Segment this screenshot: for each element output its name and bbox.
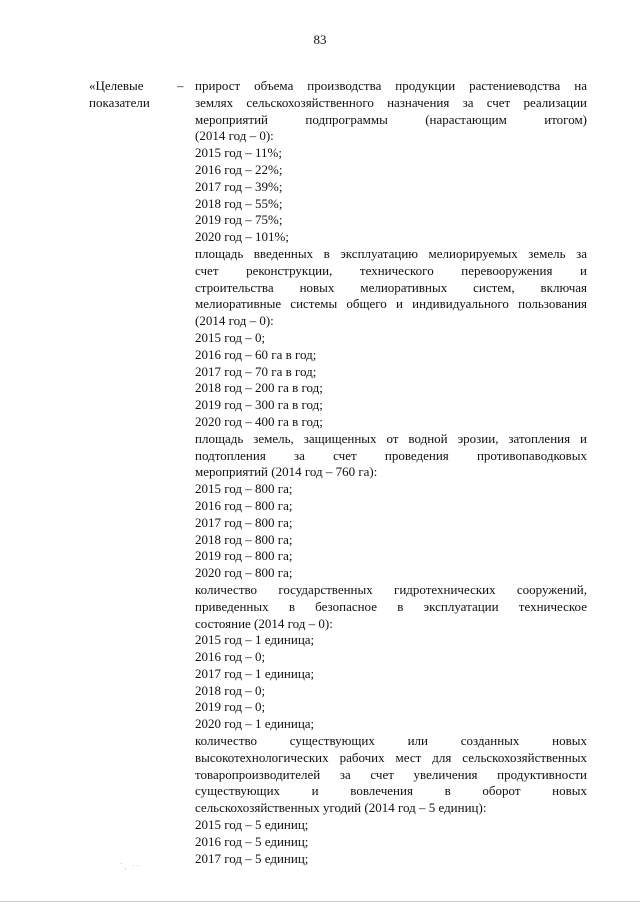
s3-value: 2020 год – 800 га; (195, 565, 293, 581)
s2-value: 2019 год – 300 га в год; (195, 397, 323, 413)
s3-intro-line: площадь земель, защищенных от водной эрозии, затопления и (195, 430, 587, 446)
s5-intro-line: сельскохозяйственных угодий (2014 год – 5 единиц): (195, 800, 487, 816)
s4-value: 2016 год – 0; (195, 649, 266, 665)
s4-intro-line: количество государственных гидротехнических сооружений, (195, 581, 587, 597)
s3-intro-line: мероприятий (2014 год – 760 га): (195, 464, 378, 480)
s1-value: 2018 год – 55%; (195, 195, 283, 211)
s3-value: 2017 год – 800 га; (195, 514, 293, 530)
page-bottom-rule (0, 901, 640, 902)
s2-intro-line: площадь введенных в эксплуатацию мелиорируемых земель за (195, 245, 587, 261)
s2-value: 2020 год – 400 га в год; (195, 413, 323, 429)
s4-value: 2017 год – 1 единица; (195, 665, 315, 681)
s5-value: 2016 год – 5 единиц; (195, 833, 309, 849)
s4-value: 2020 год – 1 единица; (195, 716, 315, 732)
s2-intro-line: (2014 год – 0): (195, 313, 274, 329)
page-number: 83 (313, 32, 327, 47)
s5-value: 2015 год – 5 единиц; (195, 817, 309, 833)
s1-value: 2019 год – 75%; (195, 212, 283, 228)
s1-intro-line: мероприятий подпрограммы (нарастающим итогом) (195, 111, 587, 127)
s2-value: 2016 год – 60 га в год; (195, 346, 317, 362)
s5-intro-line: высокотехнологических рабочих мест для сельскохозяйственных (195, 749, 587, 765)
label-line-2: показатели (89, 94, 150, 110)
s1-intro-line: прирост объема производства продукции растениеводства на (195, 78, 587, 93)
label-line-1: «Целевые (89, 78, 144, 93)
s2-intro-line: счет реконструкции, технического перевооружения и (195, 262, 587, 278)
s3-intro-line: подтопления за счет проведения противопаводковых (195, 447, 587, 463)
s2-value: 2017 год – 70 га в год; (195, 363, 317, 379)
s2-value: 2015 год – 0; (195, 329, 266, 345)
s4-intro-line: приведенных в безопасное в эксплуатации техническое (195, 598, 587, 614)
s3-value: 2016 год – 800 га; (195, 497, 293, 513)
s3-value: 2018 год – 800 га; (195, 531, 293, 547)
s4-value: 2018 год – 0; (195, 682, 266, 698)
label-dash: – (177, 78, 184, 93)
s1-intro-line: (2014 год – 0): (195, 128, 274, 144)
s5-value: 2017 год – 5 единиц; (195, 850, 309, 866)
target-indicators-label (89, 78, 179, 112)
s5-intro-line: количество существующих или созданных новых (195, 733, 587, 749)
s4-value: 2019 год – 0; (195, 699, 266, 715)
s1-value: 2015 год – 11%; (195, 145, 282, 161)
s5-intro-line: существующих и вовлечения в оборот новых (195, 783, 587, 799)
s2-intro-line: мелиоративные системы общего и индивидуального пользования (195, 296, 587, 312)
s5-intro-line: товаропроизводителей за счет увеличения продуктивности (195, 766, 587, 782)
s4-value: 2015 год – 1 единица; (195, 632, 315, 648)
s3-value: 2015 год – 800 га; (195, 481, 293, 497)
s3-value: 2019 год – 800 га; (195, 548, 293, 564)
s2-intro-line: строительства новых мелиоративных систем, включая (195, 279, 587, 295)
s2-value: 2018 год – 200 га в год; (195, 380, 323, 396)
indicators-content (195, 78, 587, 867)
s1-value: 2016 год – 22%; (195, 161, 283, 177)
s1-value: 2017 год – 39%; (195, 178, 283, 194)
s1-intro-line: землях сельскохозяйственного назначения за счет реализации (195, 94, 587, 110)
s4-intro-line: состояние (2014 год – 0): (195, 615, 333, 631)
s1-value: 2020 год – 101%; (195, 229, 289, 245)
scan-artifact-mark: ´¸ ·· (120, 862, 142, 870)
